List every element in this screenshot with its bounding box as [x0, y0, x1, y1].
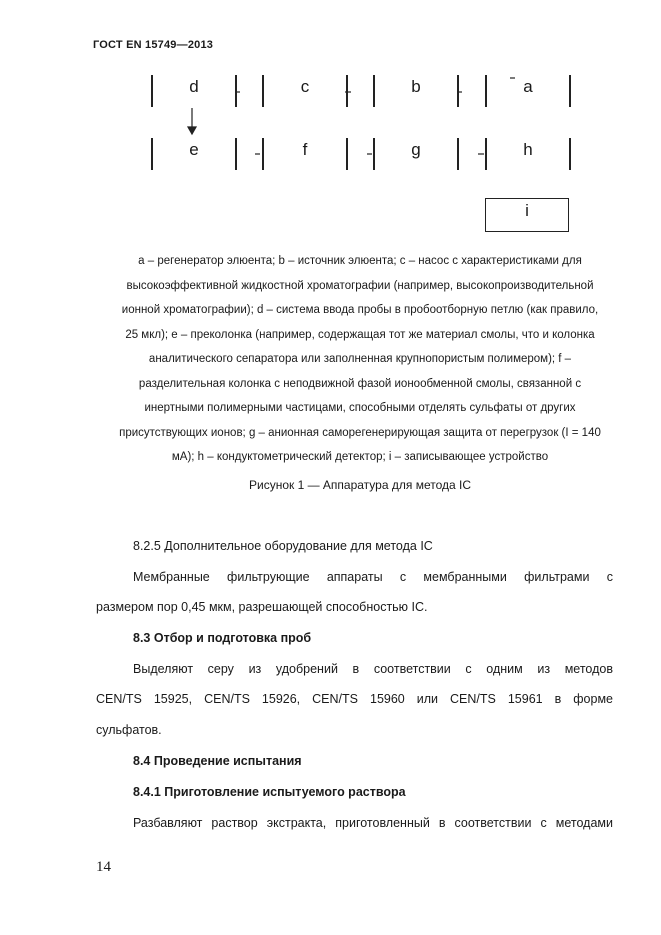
caption-line: a – регенератор элюента; b – источник элюента; c – насос с характеристиками для	[138, 255, 582, 267]
paragraph-line: Разбавляют раствор экстракта, приготовленный в соответствии с методами	[133, 816, 613, 830]
box-c-label: c	[300, 77, 310, 96]
section-8-2-5-heading: 8.2.5 Дополнительное оборудование для метода IC	[133, 539, 433, 553]
caption-line: инертными полимерными частицами, способными отделять сульфаты от других	[144, 402, 576, 414]
caption-line: высокоэффективной жидкостной хроматографии (например, высокопроизводительной	[126, 279, 594, 292]
caption-line: аналитического сепаратора или заполненная крупнопористым полимером); f –	[148, 353, 572, 365]
caption-line: мА); h – кондуктометрический детектор; i – записывающее устройство	[171, 451, 549, 463]
caption-line: 25 мкл); e – преколонка (например, содержащая тот же материал смолы, что и колонка	[125, 328, 595, 341]
paragraph-line: CEN/TS 15925, CEN/TS 15926, CEN/TS 15960 или CEN/TS 15961 в форме	[96, 692, 613, 706]
box-b-label: b	[411, 77, 421, 96]
caption-line: присутствующих ионов; g – анионная саморегенерирующая защита от перегрузок (I = 140	[119, 426, 601, 439]
box-a-label: a	[523, 77, 533, 96]
paragraph-line: Выделяют серу из удобрений в соответствии с одним из методов	[133, 662, 613, 676]
caption-line: ионной хроматографии); d – система ввода пробы в пробоотборную петлю (как правило,	[121, 304, 599, 316]
paragraph-line: сульфатов.	[96, 723, 162, 737]
figure-title: Рисунок 1 — Аппаратура для метода IC	[248, 478, 471, 492]
box-h-label: h	[523, 140, 533, 159]
diagram-arrows	[0, 0, 661, 240]
figure-caption	[95, 249, 625, 470]
box-e-label: e	[189, 140, 199, 159]
box-i-label: i	[525, 201, 529, 220]
box-d-label: d	[189, 77, 199, 96]
box-f-label: f	[302, 140, 308, 159]
caption-line: разделительная колонка с неподвижной фазой ионообменной смолы, связанной с	[138, 377, 582, 390]
arrowhead-d-to-e	[188, 127, 196, 134]
section-8-4-heading: 8.4 Проведение испытания	[133, 754, 302, 768]
box-g-label: g	[411, 140, 421, 159]
paragraph-line: Мембранные фильтрующие аппараты с мембранными фильтрами с	[133, 570, 613, 584]
section-8-4-1-heading: 8.4.1 Приготовление испытуемого раствора	[133, 785, 406, 799]
paragraph-line: размером пор 0,45 мкм, разрешающей способностью IC.	[96, 600, 428, 614]
section-8-3-heading: 8.3 Отбор и подготовка проб	[133, 631, 312, 645]
page-number: 14	[96, 859, 111, 875]
document-header: ГОСТ EN 15749—2013	[93, 39, 214, 51]
